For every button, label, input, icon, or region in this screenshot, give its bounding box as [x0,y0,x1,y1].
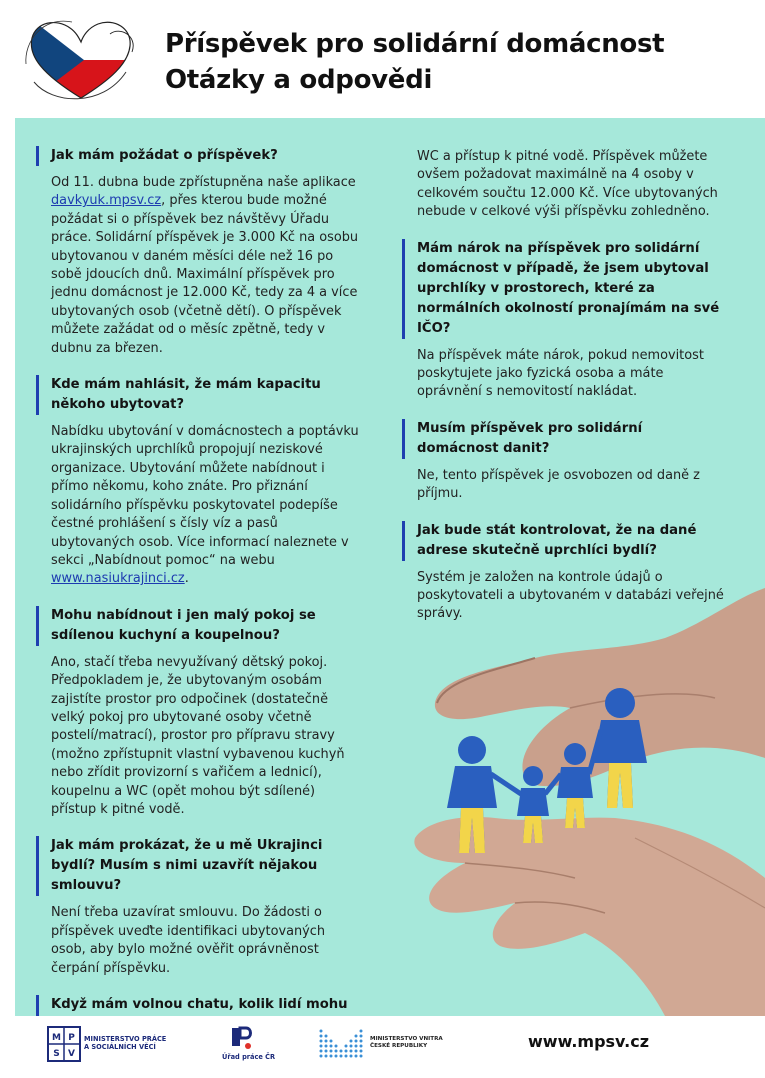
faq-question-4: Jak mám prokázat, že u mě Ukrajinci bydlí? Musím s nimi uzavřít nějakou smlouvu? [36,836,361,896]
title-line-1: Příspěvek pro solidární domácnost [165,29,665,59]
faq-question-6: Mám nárok na příspěvek pro solidární domácnost v případě, že jsem ubytoval uprchlíky v prostorech, které za normálních okolností pronajímám na své IČO? [402,239,727,339]
faq-answer-8: Systém je založen na kontrole údajů o poskytovateli a ubytovaném v databázi veřejné správy. [417,569,724,622]
page-title [165,26,664,98]
right-column [402,148,727,641]
mpsv-logo-icon [47,1026,81,1062]
faq-answer-2: Nabídku ubytování v domácnostech a poptávku ukrajinských uprchlíků propojují neziskové organizace. Ubytování můžete nabídnout i přímo někomu, koho znáte. Pro přiznání solidárního příspěvku poskytovatel podepíše čestné prohlášení s čísly víz a pasů ubytovaných osob. Více informací naleznete v sekci „Nabídnout pomoc“ na webu www.nasiukrajinci.cz. [51,424,359,587]
heart-flag-logo-icon [22,12,140,107]
faq-answer-1: Od 11. dubna bude zpřístupněna naše aplikace davkyuk.mpsv.cz, přes kterou bude možné požádat si o příspěvek bez návštěvy Úřadu práce. Solidární příspěvek je 3.000 Kč na osobu ubytovanou v daném měsíci déle než 16 po sobě jdoucích dnů. Maximální příspěvek pro jednu domácnost je 12.000 Kč, tedy za 4 a více ubytovaných osob (včetně dětí). O příspěvek můžete zažádat od o měsíc zpětně, tedy v dubnu za březen. [51,175,359,356]
content-panel [15,118,765,1016]
faq-answer-3: Ano, stačí třeba nevyužívaný dětský pokoj. Předpokladem je, že ubytovaným osobám zajistíte prostor pro odpočinek (dostatečně velký pokoj pro ubytované osoby včetně postelí/matrací), prostor pro přípravu stravy (možno zpřístupnit vlastní vybavenou kuchyň nebo zřídit provizorní s vařičem a lednicí), koupelnu a WC (opět mohou být sdílené) přístup k pitné vodě. [51,654,345,817]
svg-text:V: V [68,1049,75,1059]
nasiukrajinci-link[interactable]: www.nasiukrajinci.cz [51,571,185,587]
website-link[interactable]: www.mpsv.cz [528,1032,650,1051]
svg-text:S: S [53,1049,60,1059]
faq-question-5: Když mám volnou chatu, kolik lidí mohu [36,995,361,1016]
left-column [36,146,361,1016]
ministry-interior-name: MINISTERSTVO VNITRA ČESKÉ REPUBLIKY [370,1036,443,1049]
urad-prace-logo-icon [230,1026,254,1052]
title-line-2: Otázky a odpovědi [165,65,433,95]
faq-answer-4: Není třeba uzavírat smlouvu. Do žádosti o příspěvek uveďte identifikaci ubytovaných osob, aby bylo možné ověřit oprávněnost čerpání příspěvku. [51,905,326,976]
page-header [0,0,765,118]
ministry-interior-logo-icon [318,1028,364,1062]
faq-question-8: Jak bude stát kontrolovat, že na dané adrese skutečně uprchlíci bydlí? [402,521,727,561]
faq-question-3: Mohu nabídnout i jen malý pokoj se sdílenou kuchyní a koupelnou? [36,606,361,646]
urad-prace-label: Úřad práce ČR [222,1053,276,1061]
faq-answer-6: Na příspěvek máte nárok, pokud nemovitost poskytujete jako fyzická osoba a máte oprávnění s nemovitostí nakládat. [417,347,704,400]
svg-text:M: M [52,1033,61,1043]
mpsv-name: MINISTERSTVO PRÁCE A SOCIÁLNÍCH VĚCÍ [84,1035,167,1052]
faq-answer-7: Ne, tento příspěvek je osvobozen od daně z příjmu. [417,467,700,502]
faq-question-7: Musím příspěvek pro solidární domácnost danit? [402,419,727,459]
svg-text:P: P [68,1033,75,1043]
davkyuk-link[interactable]: davkyuk.mpsv.cz [51,193,162,209]
faq-question-1: Jak mám požádat o příspěvek? [36,146,361,166]
faq-answer-5-continued: WC a přístup k pitné vodě. Příspěvek můžete ovšem požadovat maximálně na 4 osoby v celkovém součtu 12.000 Kč. Více ubytovaných nebude v celkové výši příspěvku zohledněno. [417,149,718,220]
page-footer [0,1016,765,1078]
faq-question-2: Kde mám nahlásit, že mám kapacitu někoho ubytovat? [36,375,361,415]
